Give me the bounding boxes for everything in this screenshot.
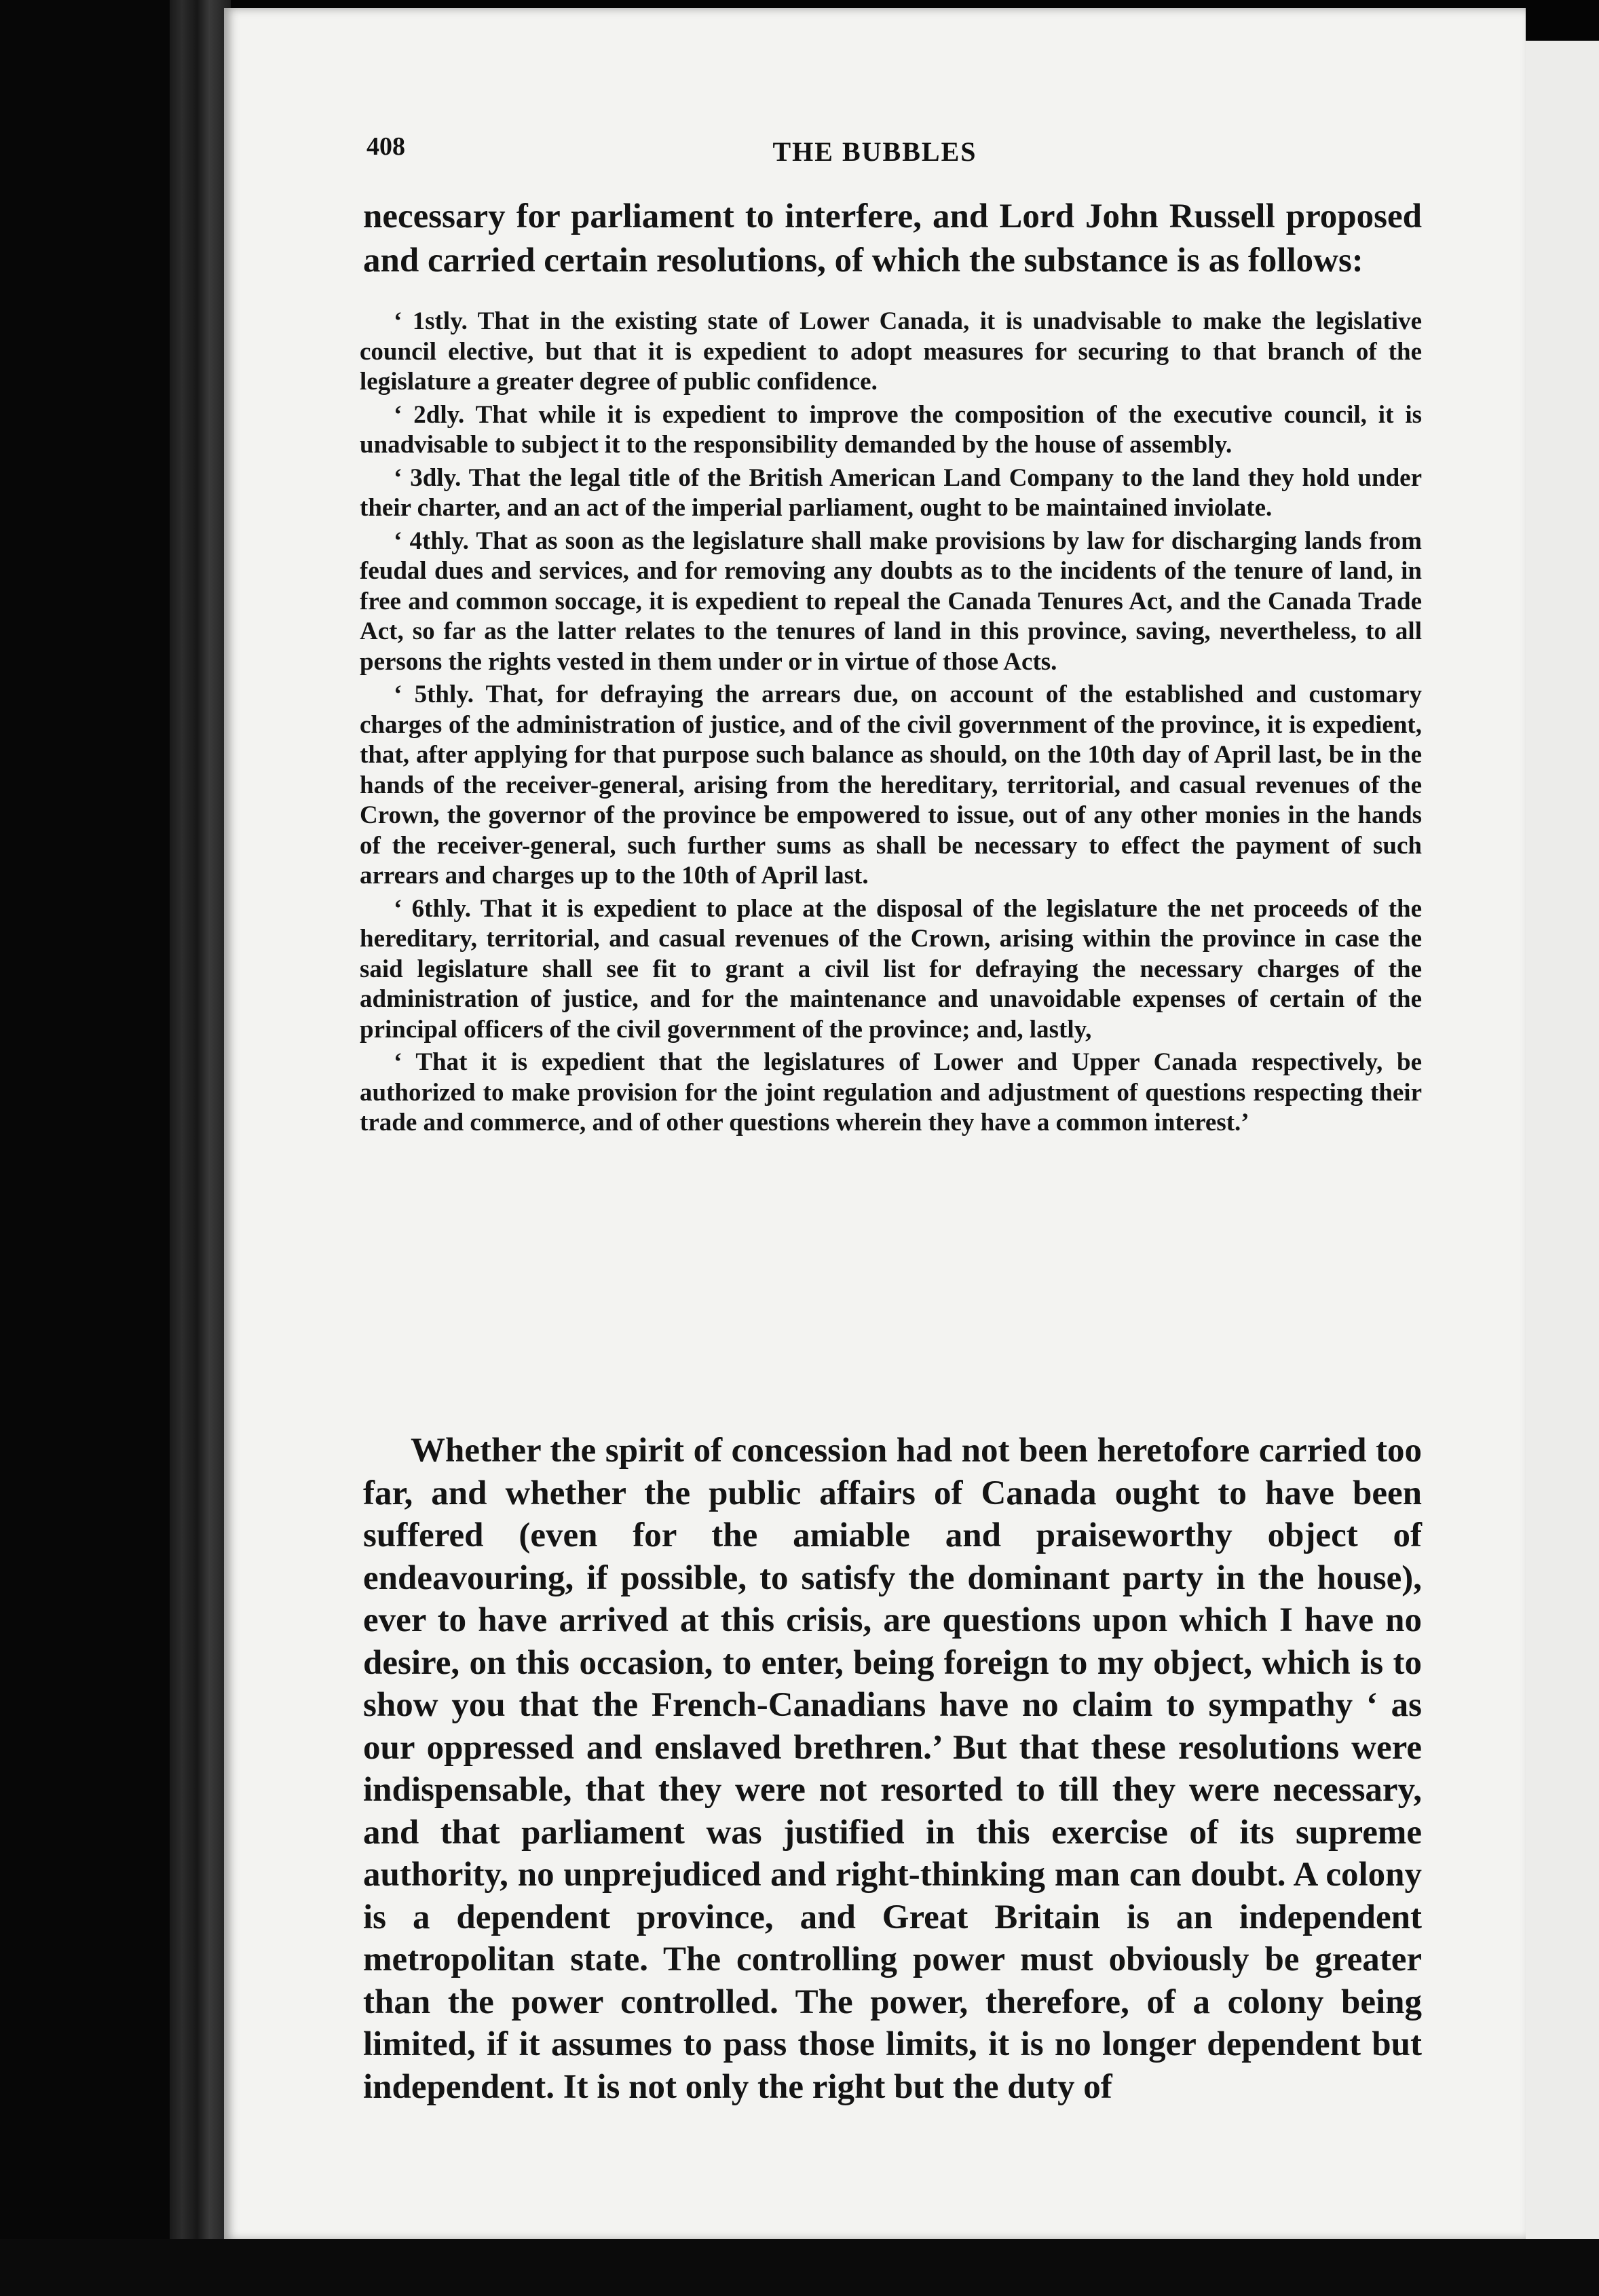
scan-background (0, 0, 170, 2296)
book-spine (170, 0, 231, 2296)
resolution-6: ‘ 6thly. That it is expedient to place at the disposal of the legislature the net proceeds of the hereditary, territorial, and casual revenues of the Crown, arising within the province in case the said legislature shall see fit to grant a civil list for defraying the necessary charges of the administration of justice, and for the maintenance and unavoidable expenses of certain of the principal officers of the civil government of the province; and, lastly, (360, 894, 1422, 1044)
resolution-7: ‘ That it is expedient that the legislatures of Lower and Upper Canada respectively, be authorized to make provision for the joint regulation and adjustment of questions respecting their trade and commerce, and of other questions wherein they have a common interest.’ (360, 1048, 1422, 1136)
intro-text: necessary for parliament to interfere, and Lord John Russell proposed and carried certain resolutions, of which the substance is as follows: (363, 197, 1422, 280)
running-head: THE BUBBLES (772, 136, 977, 167)
resolution-1: ‘ 1stly. That in the existing state of Lower Canada, it is unadvisable to make the legislative council elective, but that it is expedient to adopt measures for securing to that branch of the legislature a greater degree of public confidence. (360, 307, 1422, 396)
resolution-5: ‘ 5thly. That, for defraying the arrears due, on account of the established and customary charges of the administration of justice, and of the civil government of the province, it is expedient, that, after applying for that purpose such balance as should, on the 10th day of April last, be in the hands of the receiver-general, arising from the hereditary, territorial, and casual revenues of the Crown, the governor of the province be empowered to issue, out of any other monies in the hands of the receiver-general, such further sums as shall be necessary to effect the payment of such arrears and charges up to the 10th of April last. (360, 681, 1422, 889)
resolution-2: ‘ 2dly. That while it is expedient to improve the composition of the executive council, it is unadvisable to subject it to the responsibility demanded by the house of assembly. (360, 400, 1422, 459)
book-page (224, 8, 1526, 2240)
body-text: Whether the spirit of concession had not been heretofore carried too far, and whether the public affairs of Canada ought to have been suffered (even for the amiable and praiseworthy object of endeavouring, if possible, to satisfy the dominant party in the house), ever to have arrived at this crisis, are questions upon which I have no desire, on this occasion, to enter, being foreign to my object, which is to show you that the French-Canadians have no claim to sympathy ‘ as our oppressed and enslaved brethren.’ But that these resolutions were indispensable, that they were not resorted to till they were necessary, and that parliament was justified in this exercise of its supreme authority, no unprejudiced and right-thinking man can doubt. A colony is a dependent province, and Great Britain is an independent metropolitan state. The controlling power must obviously be greater than the power controlled. The power, therefore, of a colony being limited, if it assumes to pass those limits, it is no longer dependent but independent. It is not only the right but the duty of (363, 1432, 1422, 2106)
resolutions-block (360, 307, 1422, 1141)
page-number: 408 (366, 132, 405, 161)
intro-paragraph (363, 195, 1422, 283)
body-paragraph (363, 1430, 1422, 2108)
resolution-3: ‘ 3dly. That the legal title of the British American Land Company to the land they hold under their charter, and an act of the imperial parliament, ought to be maintained inviolate. (360, 463, 1422, 522)
resolution-4: ‘ 4thly. That as soon as the legislature shall make provisions by law for discharging lands from feudal dues and services, and for removing any doubts as to the incidents of the tenure of land, in free and common soccage, it is expedient to repeal the Canada Tenures Act, and the Canada Trade Act, so far as the latter relates to the tenures of land in this province, saving, nevertheless, to all persons the rights vested in them under or in virtue of those Acts. (360, 527, 1422, 676)
scan-bottom-edge (0, 2239, 1599, 2296)
